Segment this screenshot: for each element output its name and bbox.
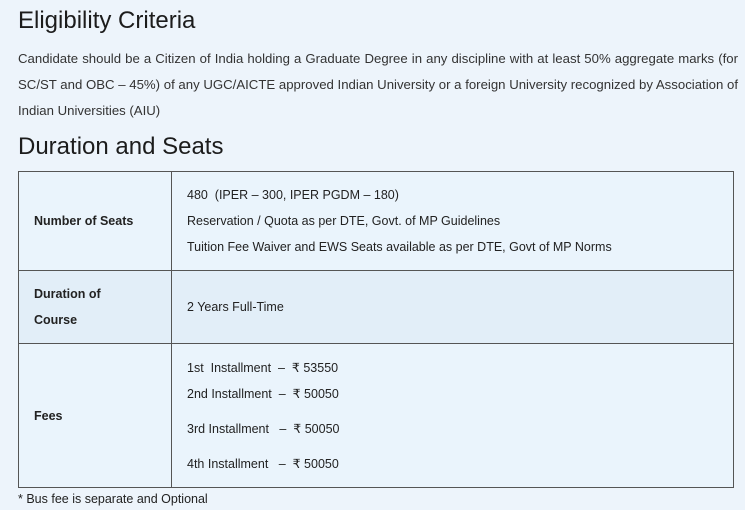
course-duration-value-cell [172, 271, 734, 344]
fees-label-cell [19, 344, 172, 488]
table-row [19, 271, 734, 344]
fee-spacer [187, 407, 733, 416]
fee-spacer [187, 442, 733, 451]
fee-installment-3: 3rd Installment – ₹ 50050 [187, 421, 340, 436]
fee-installment-2: 2nd Installment – ₹ 50050 [187, 386, 339, 401]
course-duration-label-cell [19, 271, 172, 344]
table-row [19, 344, 734, 488]
fees-value-cell [172, 344, 734, 488]
eligibility-heading: Eligibility Criteria [18, 7, 196, 34]
bus-fee-note: * Bus fee is separate and Optional [18, 492, 208, 506]
duration-seats-table [18, 171, 734, 488]
seats-reservation: Reservation / Quota as per DTE, Govt. of MP Guidelines [187, 214, 501, 228]
duration-heading: Duration and Seats [18, 133, 224, 160]
fee-installment-1: 1st Installment – ₹ 53550 [187, 360, 339, 375]
course-duration-label: Duration of Course [34, 287, 101, 327]
seats-label: Number of Seats [34, 214, 134, 228]
seats-count: 480 (IPER – 300, IPER PGDM – 180) [187, 188, 399, 202]
seats-value-cell [172, 172, 734, 271]
course-duration-value: 2 Years Full-Time [187, 300, 284, 314]
table-row [19, 172, 734, 271]
fees-label: Fees [34, 408, 63, 423]
fee-installment-4: 4th Installment – ₹ 50050 [187, 456, 339, 471]
seats-label-cell [19, 172, 172, 271]
eligibility-text: Candidate should be a Citizen of India holding a Graduate Degree in any discipline with at least 50% aggregate marks (for SC/ST and OBC – 45%) of any UGC/AICTE approved Indian University or a foreign University recognized by Association of Indian Universities (AIU) [18, 51, 738, 118]
seats-fee-waiver: Tuition Fee Waiver and EWS Seats available as per DTE, Govt of MP Norms [187, 240, 612, 254]
